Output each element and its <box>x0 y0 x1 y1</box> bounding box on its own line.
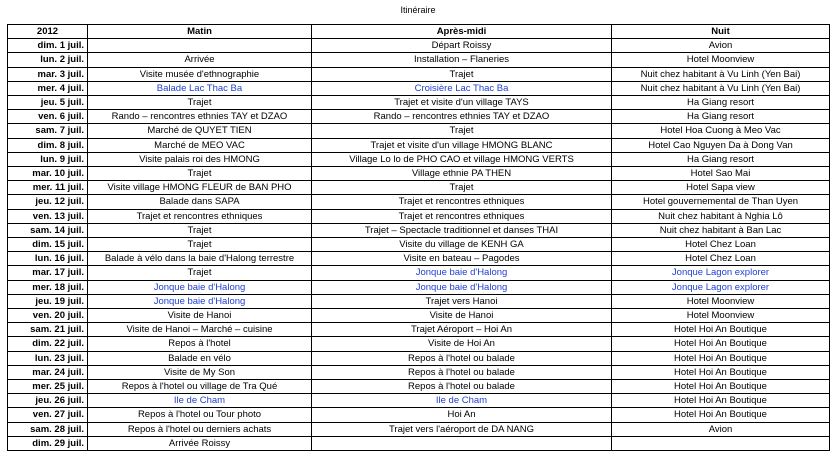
nuit-cell: Nuit chez habitant à Ban Lac <box>612 223 830 237</box>
table-row <box>8 67 830 81</box>
matin-cell: Visite musée d'ethnographie <box>88 67 312 81</box>
date-cell: sam. 21 juil. <box>8 323 88 337</box>
header-nuit: Nuit <box>612 25 830 39</box>
table-row <box>8 294 830 308</box>
apres-midi-cell: Trajet vers Hanoi <box>312 294 612 308</box>
apres-midi-cell: Village Lo lo de PHO CAO et village HMONG VERTS <box>312 152 612 166</box>
table-row <box>8 167 830 181</box>
date-cell: mer. 25 juil. <box>8 380 88 394</box>
table-row <box>8 110 830 124</box>
header-matin: Matin <box>88 25 312 39</box>
date-cell: mar. 17 juil. <box>8 266 88 280</box>
apres-midi-cell: Jonque baie d'Halong <box>312 266 612 280</box>
nuit-cell: Hotel Moonview <box>612 294 830 308</box>
matin-cell: Visite de Hanoi – Marché – cuisine <box>88 323 312 337</box>
apres-midi-cell: Repos à l'hotel ou balade <box>312 365 612 379</box>
date-cell: sam. 28 juil. <box>8 422 88 436</box>
matin-cell: Repos à l'hotel ou Tour photo <box>88 408 312 422</box>
nuit-cell: Nuit chez habitant à Vu Linh (Yen Bai) <box>612 67 830 81</box>
nuit-cell: Nuit chez habitant à Vu Linh (Yen Bai) <box>612 81 830 95</box>
date-cell: ven. 20 juil. <box>8 309 88 323</box>
matin-cell: Trajet <box>88 223 312 237</box>
apres-midi-cell: Hoi An <box>312 408 612 422</box>
apres-midi-cell: Village ethnie PA THEN <box>312 167 612 181</box>
apres-midi-cell: Visite de Hanoi <box>312 309 612 323</box>
matin-cell: Arrivée Roissy <box>88 436 312 450</box>
nuit-cell: Hotel Sao Mai <box>612 167 830 181</box>
matin-cell: Balade à vélo dans la baie d'Halong terrestre <box>88 252 312 266</box>
apres-midi-cell: Trajet et rencontres ethniques <box>312 195 612 209</box>
apres-midi-cell: Visite du village de KENH GA <box>312 238 612 252</box>
table-row <box>8 195 830 209</box>
matin-cell: Repos à l'hotel <box>88 337 312 351</box>
date-cell: dim. 1 juil. <box>8 39 88 53</box>
date-cell: ven. 13 juil. <box>8 209 88 223</box>
nuit-cell: Hotel Hoi An Boutique <box>612 408 830 422</box>
date-cell: mar. 10 juil. <box>8 167 88 181</box>
table-row <box>8 138 830 152</box>
header-apres-midi: Après-midi <box>312 25 612 39</box>
table-row <box>8 365 830 379</box>
apres-midi-cell: Trajet Aéroport – Hoi An <box>312 323 612 337</box>
apres-midi-cell: Trajet et visite d'un village HMONG BLANC <box>312 138 612 152</box>
matin-cell: Visite palais roi des HMONG <box>88 152 312 166</box>
matin-cell <box>88 39 312 53</box>
matin-cell: Marché de MEO VAC <box>88 138 312 152</box>
apres-midi-cell: Repos à l'hotel ou balade <box>312 351 612 365</box>
matin-cell: Jonque baie d'Halong <box>88 294 312 308</box>
date-cell: mar. 24 juil. <box>8 365 88 379</box>
date-cell: mer. 4 juil. <box>8 81 88 95</box>
date-cell: mer. 18 juil. <box>8 280 88 294</box>
table-row <box>8 380 830 394</box>
date-cell: dim. 15 juil. <box>8 238 88 252</box>
date-cell: lun. 23 juil. <box>8 351 88 365</box>
table-row <box>8 209 830 223</box>
table-row <box>8 96 830 110</box>
date-cell: dim. 8 juil. <box>8 138 88 152</box>
table-row <box>8 394 830 408</box>
matin-cell: Balade dans SAPA <box>88 195 312 209</box>
nuit-cell: Hotel Sapa view <box>612 181 830 195</box>
apres-midi-cell <box>312 436 612 450</box>
table-row <box>8 53 830 67</box>
apres-midi-cell: Jonque baie d'Halong <box>312 280 612 294</box>
apres-midi-cell: Visite de Hoi An <box>312 337 612 351</box>
table-row <box>8 266 830 280</box>
nuit-cell: Ha Giang resort <box>612 96 830 110</box>
nuit-cell: Hotel Moonview <box>612 53 830 67</box>
matin-cell: Visite village HMONG FLEUR de BAN PHO <box>88 181 312 195</box>
nuit-cell: Ha Giang resort <box>612 152 830 166</box>
date-cell: lun. 9 juil. <box>8 152 88 166</box>
matin-cell: Balade en vélo <box>88 351 312 365</box>
table-row <box>8 39 830 53</box>
table-row <box>8 408 830 422</box>
apres-midi-cell: Trajet vers l'aéroport de DA NANG <box>312 422 612 436</box>
date-cell: mar. 3 juil. <box>8 67 88 81</box>
table-row <box>8 436 830 450</box>
table-row <box>8 181 830 195</box>
date-cell: mer. 11 juil. <box>8 181 88 195</box>
matin-cell: Repos à l'hotel ou derniers achats <box>88 422 312 436</box>
date-cell: dim. 22 juil. <box>8 337 88 351</box>
date-cell: jeu. 19 juil. <box>8 294 88 308</box>
nuit-cell: Hotel Cao Nguyen Da à Dong Van <box>612 138 830 152</box>
matin-cell: Trajet <box>88 238 312 252</box>
matin-cell: Balade Lac Thac Ba <box>88 81 312 95</box>
apres-midi-cell: Rando – rencontres ethnies TAY et DZAO <box>312 110 612 124</box>
nuit-cell: Hotel Hoi An Boutique <box>612 380 830 394</box>
table-row <box>8 81 830 95</box>
matin-cell: Trajet et rencontres ethniques <box>88 209 312 223</box>
table-row <box>8 152 830 166</box>
table-row <box>8 238 830 252</box>
table-row <box>8 280 830 294</box>
date-cell: lun. 16 juil. <box>8 252 88 266</box>
matin-cell: Rando – rencontres ethnies TAY et DZAO <box>88 110 312 124</box>
apres-midi-cell: Installation – Flaneries <box>312 53 612 67</box>
date-cell: jeu. 12 juil. <box>8 195 88 209</box>
table-row <box>8 252 830 266</box>
date-cell: sam. 14 juil. <box>8 223 88 237</box>
date-cell: lun. 2 juil. <box>8 53 88 67</box>
date-cell: jeu. 26 juil. <box>8 394 88 408</box>
date-cell: dim. 29 juil. <box>8 436 88 450</box>
apres-midi-cell: Trajet <box>312 181 612 195</box>
apres-midi-cell: Repos à l'hotel ou balade <box>312 380 612 394</box>
apres-midi-cell: Croisière Lac Thac Ba <box>312 81 612 95</box>
table-row <box>8 223 830 237</box>
apres-midi-cell: Visite en bateau – Pagodes <box>312 252 612 266</box>
nuit-cell: Jonque Lagon explorer <box>612 280 830 294</box>
matin-cell: Visite de Hanoi <box>88 309 312 323</box>
matin-cell: Ile de Cham <box>88 394 312 408</box>
nuit-cell: Hotel Hoi An Boutique <box>612 337 830 351</box>
header-year: 2012 <box>8 25 88 39</box>
nuit-cell: Hotel Chez Loan <box>612 252 830 266</box>
date-cell: ven. 6 juil. <box>8 110 88 124</box>
nuit-cell: Hotel Hoi An Boutique <box>612 394 830 408</box>
date-cell: sam. 7 juil. <box>8 124 88 138</box>
nuit-cell: Avion <box>612 39 830 53</box>
matin-cell: Repos à l'hotel ou village de Tra Qué <box>88 380 312 394</box>
nuit-cell: Hotel Moonview <box>612 309 830 323</box>
table-row <box>8 337 830 351</box>
apres-midi-cell: Trajet – Spectacle traditionnel et danses THAI <box>312 223 612 237</box>
nuit-cell: Nuit chez habitant à Nghia Lô <box>612 209 830 223</box>
matin-cell: Marché de QUYET TIEN <box>88 124 312 138</box>
date-cell: ven. 27 juil. <box>8 408 88 422</box>
table-row <box>8 351 830 365</box>
nuit-cell: Hotel Chez Loan <box>612 238 830 252</box>
apres-midi-cell: Trajet et visite d'un village TAYS <box>312 96 612 110</box>
nuit-cell: Ha Giang resort <box>612 110 830 124</box>
matin-cell: Visite de My Son <box>88 365 312 379</box>
nuit-cell: Hotel gouvernemental de Than Uyen <box>612 195 830 209</box>
nuit-cell: Hotel Hoi An Boutique <box>612 323 830 337</box>
matin-cell: Arrivée <box>88 53 312 67</box>
nuit-cell: Avion <box>612 422 830 436</box>
table-row <box>8 323 830 337</box>
table-row <box>8 422 830 436</box>
nuit-cell: Hotel Hoa Cuong à Meo Vac <box>612 124 830 138</box>
itinerary-title: Itinéraire <box>400 5 436 15</box>
matin-cell: Trajet <box>88 167 312 181</box>
itinerary-body <box>8 39 830 451</box>
matin-cell: Jonque baie d'Halong <box>88 280 312 294</box>
itinerary-table <box>7 24 830 451</box>
header-row <box>8 25 830 39</box>
apres-midi-cell: Ile de Cham <box>312 394 612 408</box>
apres-midi-cell: Trajet et rencontres ethniques <box>312 209 612 223</box>
table-row <box>8 309 830 323</box>
nuit-cell <box>612 436 830 450</box>
table-row <box>8 124 830 138</box>
nuit-cell: Jonque Lagon explorer <box>612 266 830 280</box>
matin-cell: Trajet <box>88 96 312 110</box>
apres-midi-cell: Départ Roissy <box>312 39 612 53</box>
nuit-cell: Hotel Hoi An Boutique <box>612 365 830 379</box>
apres-midi-cell: Trajet <box>312 67 612 81</box>
apres-midi-cell: Trajet <box>312 124 612 138</box>
date-cell: jeu. 5 juil. <box>8 96 88 110</box>
matin-cell: Trajet <box>88 266 312 280</box>
nuit-cell: Hotel Hoi An Boutique <box>612 351 830 365</box>
